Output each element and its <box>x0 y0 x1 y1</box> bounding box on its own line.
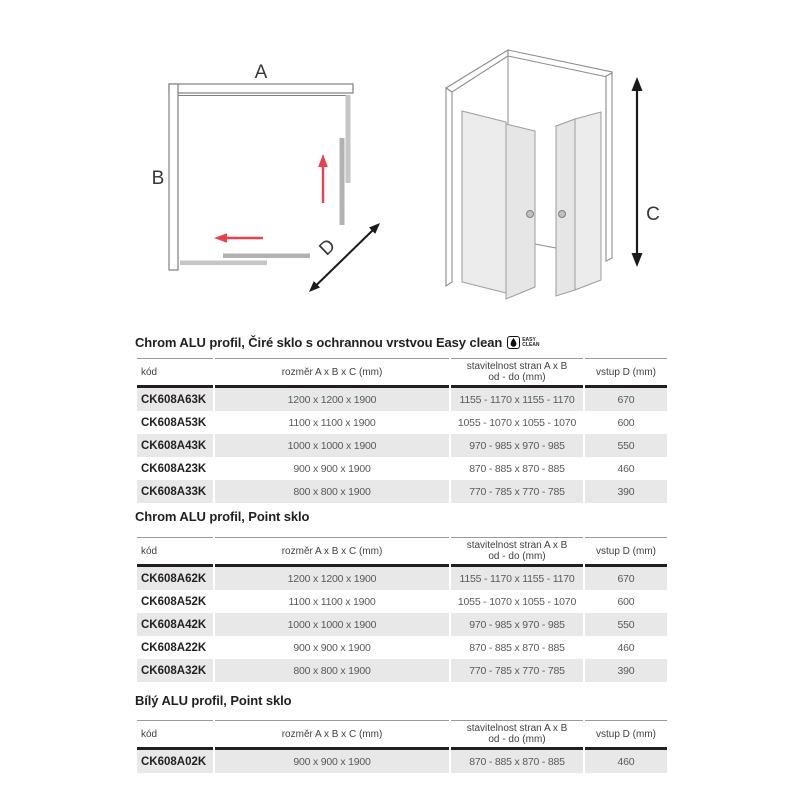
wall-right-top-rail <box>508 50 612 78</box>
cell-vstup: 600 <box>617 416 635 429</box>
header-row <box>137 720 667 750</box>
cell-rozmer: 900 x 900 x 1900 <box>293 641 371 654</box>
cell-stavitelnost: 1155 - 1170 x 1155 - 1170 <box>451 388 583 411</box>
col-header-rozmer: rozměr A x B x C (mm) <box>215 358 449 388</box>
cell-kod: CK608A23K <box>141 462 207 475</box>
cell-rozmer: 1000 x 1000 x 1900 <box>215 434 449 457</box>
cell-stavitelnost: 870 - 885 x 870 - 885 <box>451 750 583 773</box>
wall-left-top-rail <box>446 50 508 92</box>
col-header-kod: kód <box>137 358 213 388</box>
col-header-vstup: vstup D (mm) <box>585 720 667 750</box>
glass-panel-right-door <box>556 119 575 296</box>
section-title-text: Chrom ALU profil, Čiré sklo s ochrannou vrstvou Easy clean <box>135 335 503 350</box>
section-title-text: Bílý ALU profil, Point sklo <box>135 693 292 708</box>
cell-rozmer: 1100 x 1100 x 1900 <box>288 595 376 608</box>
cell-kod: CK608A53K <box>141 416 207 429</box>
section-title-chrom-point <box>135 509 309 524</box>
col-header-stavitelnost: stavitelnost stran A x B od - do (mm) <box>451 358 583 388</box>
cell-stavitelnost: 970 - 985 x 970 - 985 <box>451 613 583 636</box>
cell-vstup: 390 <box>585 659 667 682</box>
section-title-chrom-cire <box>135 335 539 350</box>
section-title-text: Chrom ALU profil, Point sklo <box>135 509 310 524</box>
dimension-label-c: C <box>646 204 660 225</box>
cell-rozmer: 900 x 900 x 1900 <box>215 750 449 773</box>
plan-glass-door-bottom <box>180 261 267 266</box>
cell-rozmer: 1200 x 1200 x 1900 <box>215 567 449 590</box>
dimension-label-b: B <box>151 168 165 189</box>
tray-edge <box>535 244 556 248</box>
dimension-label-d: D <box>315 235 340 260</box>
table-row <box>137 659 667 682</box>
cell-kod: CK608A33K <box>137 480 213 503</box>
cell-vstup: 550 <box>585 613 667 636</box>
cell-kod: CK608A52K <box>141 595 207 608</box>
spec-table-bily-point <box>135 720 669 773</box>
table-row <box>137 434 667 457</box>
table-row <box>137 411 667 434</box>
col-header-kod: kód <box>137 537 213 567</box>
slide-left-arrow <box>214 233 263 243</box>
cell-vstup: 460 <box>585 750 667 773</box>
glass-panel-right-fixed <box>575 112 601 290</box>
table-row <box>137 750 667 773</box>
cell-kod: CK608A43K <box>137 434 213 457</box>
col-header-rozmer: rozměr A x B x C (mm) <box>215 537 449 567</box>
header-row <box>137 358 667 388</box>
entry-dimension-arrow <box>309 223 380 292</box>
wall-right-post <box>606 73 612 261</box>
col-header-stavitelnost: stavitelnost stran A x B od - do (mm) <box>451 537 583 567</box>
table-row <box>137 457 667 480</box>
slide-up-arrow <box>318 154 328 203</box>
cell-stavitelnost: 870 - 885 x 870 - 885 <box>469 641 565 654</box>
cell-vstup: 550 <box>585 434 667 457</box>
wall-left-post <box>446 88 452 286</box>
cell-kod: CK608A62K <box>137 567 213 590</box>
header-row <box>137 537 667 567</box>
cell-rozmer: 800 x 800 x 1900 <box>215 480 449 503</box>
plan-left-wall <box>169 84 178 270</box>
col-header-stavitelnost: stavitelnost stran A x B od - do (mm) <box>451 720 583 750</box>
cell-rozmer: 1200 x 1200 x 1900 <box>215 388 449 411</box>
plan-top-wall <box>169 84 353 93</box>
cell-stavitelnost: 1055 - 1070 x 1055 - 1070 <box>457 595 577 608</box>
cell-kod: CK608A02K <box>137 750 213 773</box>
table-row <box>137 480 667 503</box>
table-row <box>137 567 667 590</box>
cell-kod: CK608A63K <box>137 388 213 411</box>
cell-vstup: 670 <box>585 388 667 411</box>
plan-glass-door-right <box>340 138 345 225</box>
glass-panel-left-fixed <box>462 111 506 293</box>
cell-vstup: 600 <box>617 595 635 608</box>
cell-stavitelnost: 1155 - 1170 x 1155 - 1170 <box>451 567 583 590</box>
dimension-label-a: A <box>254 62 268 83</box>
spec-table-chrom-cire <box>135 358 669 503</box>
cell-kod: CK608A42K <box>137 613 213 636</box>
cell-vstup: 460 <box>617 641 635 654</box>
plan-view-diagram <box>135 55 395 315</box>
spec-table-chrom-point <box>135 537 669 682</box>
cell-rozmer: 800 x 800 x 1900 <box>215 659 449 682</box>
3d-view-diagram <box>430 42 670 312</box>
cell-stavitelnost: 870 - 885 x 870 - 885 <box>469 462 565 475</box>
door-handle-right <box>559 211 566 218</box>
easy-clean-badge <box>507 336 539 349</box>
height-dimension-arrow <box>632 77 643 267</box>
cell-stavitelnost: 770 - 785 x 770 - 785 <box>451 659 583 682</box>
col-header-vstup: vstup D (mm) <box>585 537 667 567</box>
cell-stavitelnost: 970 - 985 x 970 - 985 <box>451 434 583 457</box>
col-header-kod: kód <box>137 720 213 750</box>
col-header-rozmer: rozměr A x B x C (mm) <box>215 720 449 750</box>
cell-kod: CK608A22K <box>141 641 207 654</box>
cell-rozmer: 1000 x 1000 x 1900 <box>215 613 449 636</box>
cell-stavitelnost: 1055 - 1070 x 1055 - 1070 <box>457 416 577 429</box>
cell-rozmer: 900 x 900 x 1900 <box>293 462 371 475</box>
plan-glass-fixed-bottom <box>223 254 310 259</box>
table-row <box>137 388 667 411</box>
water-drop-icon <box>507 336 520 349</box>
table-row <box>137 613 667 636</box>
cell-kod: CK608A32K <box>137 659 213 682</box>
plan-glass-fixed-right <box>346 95 351 183</box>
cell-vstup: 390 <box>585 480 667 503</box>
table-row <box>137 636 667 659</box>
col-header-vstup: vstup D (mm) <box>585 358 667 388</box>
table-row <box>137 590 667 613</box>
cell-rozmer: 1100 x 1100 x 1900 <box>288 416 376 429</box>
cell-vstup: 460 <box>617 462 635 475</box>
cell-vstup: 670 <box>585 567 667 590</box>
door-handle-left <box>527 211 534 218</box>
easy-clean-label: EASY CLEAN <box>522 336 540 348</box>
section-title-bily-point <box>135 693 291 708</box>
cell-stavitelnost: 770 - 785 x 770 - 785 <box>451 480 583 503</box>
